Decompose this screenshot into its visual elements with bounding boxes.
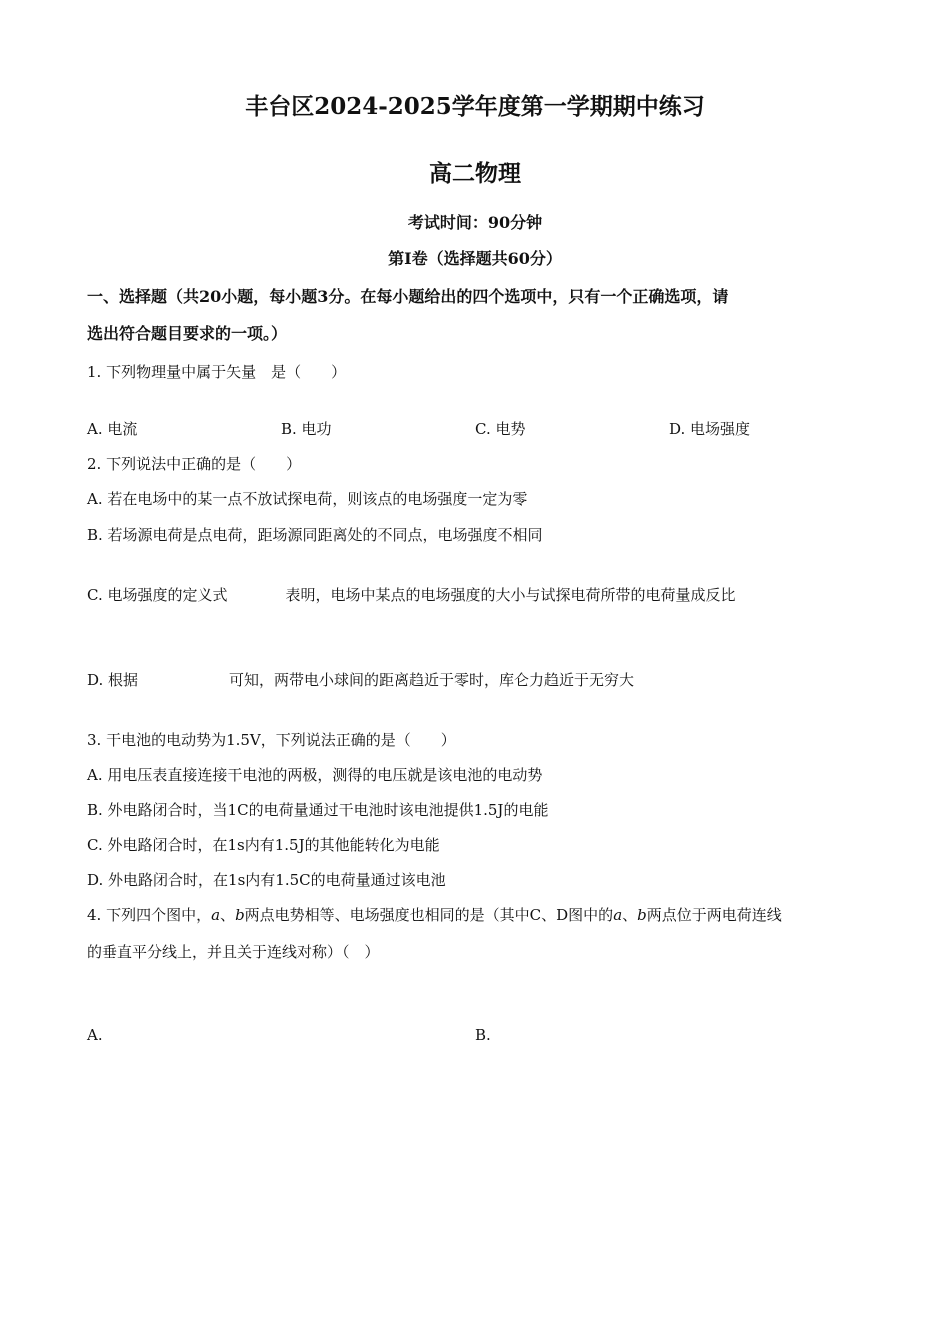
q2-stem: 2. 下列说法中正确的是（ ） <box>87 455 302 473</box>
q2-option-d-left: D. 根据 <box>87 671 139 689</box>
q1-stem <box>87 361 346 382</box>
q4-var-b: b <box>235 906 245 924</box>
q2-option-d-right: 可知，两带电小球间的距离趋近于零时，库仑力趋近于无穷大 <box>229 671 635 689</box>
q1-stem-part2: 是（ ） <box>271 363 347 381</box>
q2-option-a: A. 若在电场中的某一点不放试探电荷，则该点的电场强度一定为零 <box>87 490 528 508</box>
section-instruction-line2: 选出符合题目要求的一项。） <box>87 324 288 343</box>
q3-option-d: D. 外电路闭合时，在1s内有1.5C的电荷量通过该电池 <box>87 871 446 889</box>
exam-time: 考试时间：90分钟 <box>407 213 543 232</box>
q4-var-a: a <box>613 906 623 924</box>
q4-option-a: A. <box>87 1026 103 1044</box>
q1-option-a: A. 电流 <box>87 420 138 438</box>
q4-stem-line2: 的垂直平分线上，并且关于连线对称）（ ） <box>87 943 380 961</box>
q4-text: 4. 下列四个图中， <box>87 906 212 924</box>
q4-var-a: a <box>211 906 221 924</box>
section-instruction-line1: 一、选择题（共20小题，每小题3分。在每小题给出的四个选项中，只有一个正确选项，请 <box>87 287 729 306</box>
subject-title: 高二物理 <box>429 160 521 187</box>
q1-option-c: C. 电势 <box>475 420 526 438</box>
q4-text: 两点位于两电荷连线 <box>646 906 782 924</box>
q4-text: 、 <box>622 906 638 924</box>
q4-text: 两点电势相等、电场强度也相同的是（其中C、D图中的 <box>244 906 614 924</box>
q1-option-d: D. 电场强度 <box>669 420 751 438</box>
q2-option-c-left: C. 电场强度的定义式 <box>87 586 228 604</box>
q4-text: 、 <box>220 906 236 924</box>
q3-option-b: B. 外电路闭合时，当1C的电荷量通过干电池时该电池提供1.5J的电能 <box>87 801 549 819</box>
q4-option-b: B. <box>475 1026 491 1044</box>
q2-option-d <box>87 669 634 690</box>
q2-option-c <box>87 584 736 605</box>
q4-stem-line1 <box>87 904 782 925</box>
q1-option-b: B. 电功 <box>281 420 332 438</box>
q3-option-c: C. 外电路闭合时，在1s内有1.5J的其他能转化为电能 <box>87 836 440 854</box>
volume-heading: 第I卷（选择题共60分） <box>388 249 562 268</box>
exam-title: 丰台区2024-2025学年度第一学期期中练习 <box>245 93 705 120</box>
q1-stem-part1: 1. 下列物理量中属于矢量 <box>87 363 257 381</box>
q4-var-b: b <box>637 906 647 924</box>
q3-stem: 3. 干电池的电动势为1.5V，下列说法正确的是（ ） <box>87 731 456 749</box>
q2-option-b: B. 若场源电荷是点电荷，距场源同距离处的不同点，电场强度不相同 <box>87 526 543 544</box>
q3-option-a: A. 用电压表直接连接干电池的两极，测得的电压就是该电池的电动势 <box>87 766 543 784</box>
q2-option-c-right: 表明，电场中某点的电场强度的大小与试探电荷所带的电荷量成反比 <box>285 586 736 604</box>
